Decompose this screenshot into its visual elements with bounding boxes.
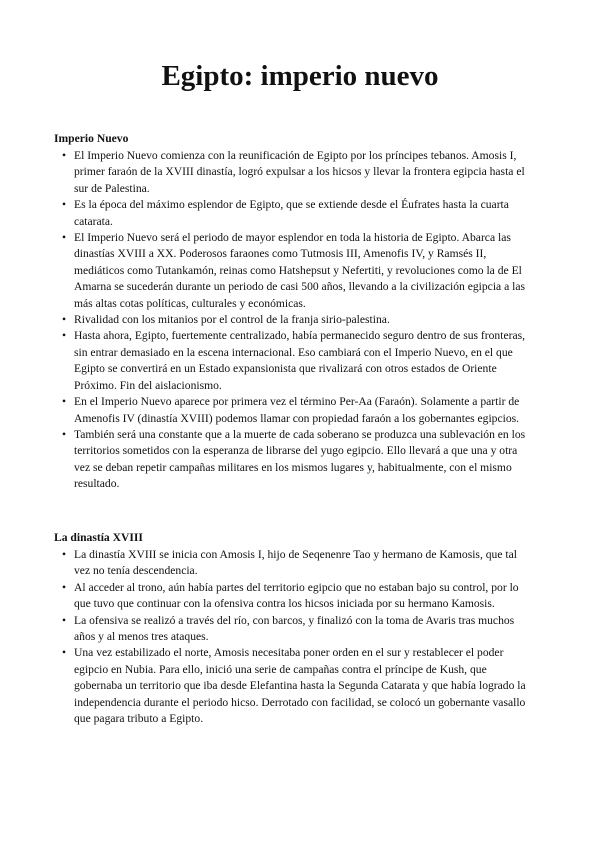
list-item: • En el Imperio Nuevo aparece por primera vez el término Per-Aa (Faraón). Solamente a partir de Amenofis IV (dinastía XVIII) podemos llamar con propiedad faraón a los gobernantes egipcios. (54, 394, 534, 427)
section-imperio-nuevo (54, 131, 534, 493)
list-item: • Es la época del máximo esplendor de Egipto, que se extiende desde el Éufrates hasta la cuarta catarata. (54, 197, 534, 230)
page-title: Egipto: imperio nuevo (161, 60, 439, 92)
list-item: • Hasta ahora, Egipto, fuertemente centralizado, había permanecido seguro dentro de sus fronteras, sin entrar demasiado en la escena internacional. Eso cambiará con el Imperio Nuevo, en el que Egipto se convertirá en un Estado expansionista que rivalizará con otros estados de Oriente Próximo. Fin del aislacionismo. (54, 328, 534, 394)
list-item: • Una vez estabilizado el norte, Amosis necesitaba poner orden en el sur y restablecer el poder egipcio en Nubia. Para ello, inició una serie de campañas contra el príncipe de Kush, que gobernaba un territorio que iba desde Elefantina hasta la Segunda Catarata y que había logrado la independencia durante el periodo hicso. Derrotado con facilidad, se colocó un gobernante vasallo que pagara tributo a Egipto. (54, 645, 534, 727)
list-item: • El Imperio Nuevo será el periodo de mayor esplendor en toda la historia de Egipto. Abarca las dinastías XVIII a XX. Poderosos faraones como Tutmosis III, Amenofis IV, y Ramsés II, mediáticos como Tutankamón, reinas como Hatshepsut y Nefertiti, y revoluciones como la de El Amarna se sucederán durante un periodo de casi 500 años, llevando a la civilización egipcia a las más altas cotas políticas, culturales y económicas. (54, 230, 534, 312)
list-item: • La ofensiva se realizó a través del río, con barcos, y finalizó con la toma de Avaris tras muchos años y al menos tres ataques. (54, 613, 534, 646)
list-item: • El Imperio Nuevo comienza con la reunificación de Egipto por los príncipes tebanos. Amosis I, primer faraón de la XVIII dinastía, logró expulsar a los hicsos y llevar la frontera egipcia hasta el sur de Palestina. (54, 148, 534, 197)
bullet-list (54, 547, 534, 727)
section-dinastia-xviii (54, 530, 534, 727)
bullet-list (54, 148, 534, 493)
list-item: • La dinastía XVIII se inicia con Amosis I, hijo de Seqenenre Tao y hermano de Kamosis, que tal vez no tenía descendencia. (54, 547, 534, 580)
section-heading: Imperio Nuevo (54, 132, 129, 145)
list-item: • Rivalidad con los mitanios por el control de la franja sirio-palestina. (54, 312, 534, 328)
list-item: • Al acceder al trono, aún había partes del territorio egipcio que no estaban bajo su control, por lo que tuvo que continuar con la ofensiva contra los hicsos iniciada por su hermano Kamosis. (54, 580, 534, 613)
section-heading: La dinastía XVIII (54, 531, 143, 544)
list-item: • También será una constante que a la muerte de cada soberano se produzca una sublevación en los territorios sometidos con la esperanza de librarse del yugo egipcio. Ello llevará a que una y otra vez se deban repetir campañas militares en los mismos lugares y, habitualmente, con el mismo resultado. (54, 427, 534, 493)
